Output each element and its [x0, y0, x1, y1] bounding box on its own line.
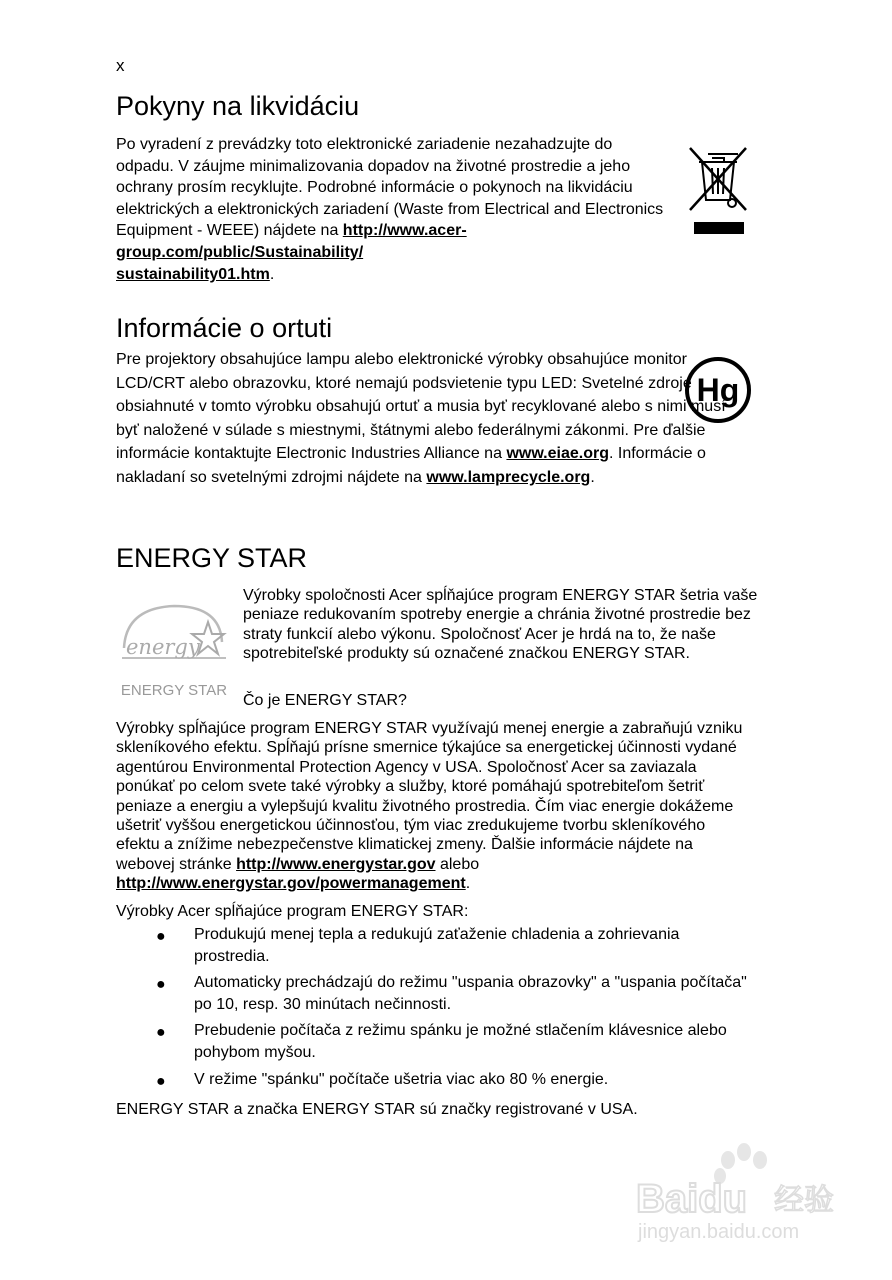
list-item: ● Automaticky prechádzajú do režimu "uspania obrazovky" a "uspania počítača" po 10, resp. 30 minútach nečinnosti.	[156, 974, 747, 1013]
watermark-cn: 经验	[774, 1183, 834, 1218]
watermark-url: jingyan.baidu.com	[638, 1221, 800, 1243]
energy-body: Výrobky spĺňajúce program ENERGY STAR využívajú menej energie a zabraňujú vzniku skleníkového efektu. Spĺňajú prísne smernice týkajúce sa energetickej účinnosti vydané agentúrou Environmental Protection Agency v USA. Spoločnosť Acer sa zaviazala ponúkať po celom svete také výrobky a služby, ktoré pomáhajú spotrebiteľom šetriť peniaze a energiu a vylepšujú kvalitu životného prostredia. Čím viac energie dokážeme ušetriť vyššou energetickou účinnosťou, tým viac zredukujeme tvorbu skleníkového efektu a znížime nebezpečenstve klimatickej zmeny. Ďalšie informácie nájdete na webovej stránke	[116, 720, 743, 873]
mercury-mid: . Informácie o nakladaní so svetelnými zdrojmi nájdete na	[116, 445, 706, 486]
watermark-brand: Baidu	[636, 1177, 748, 1221]
mercury-text	[116, 348, 746, 490]
bullet-icon: ●	[156, 976, 166, 994]
disposal-end: .	[269, 265, 275, 283]
mercury-hg-icon	[684, 356, 752, 424]
powermanagement-link[interactable]: http://www.energystar.gov/powermanagement	[116, 875, 466, 893]
energy-bullet-list	[116, 924, 756, 1095]
disposal-body: Po vyradení z prevádzky toto elektronické zariadenie nezahadzujte do odpadu. V záujme minimalizovania dopadov na životné prostredie a jeho ochrany prosím recyklujte. Podrobné informácie o pokynoch na likvidáciu elektrických a elektronických zariadení (Waste from Electrical and Electronics Equipment - WEEE) nájdete na	[116, 136, 664, 240]
list-item: ● V režime "spánku" počítače ušetria viac ako 80 % energie.	[116, 1069, 756, 1091]
disposal-text	[116, 134, 664, 285]
energy-body-text	[116, 719, 746, 894]
energy-footer: ENERGY STAR a značka ENERGY STAR sú značky registrované v USA.	[116, 1101, 638, 1118]
energystar-link[interactable]: http://www.energystar.gov	[236, 855, 436, 873]
energy-title: ENERGY STAR	[116, 543, 308, 573]
energy-star-logo	[116, 598, 232, 702]
page-number: x	[116, 56, 125, 75]
energy-body-end: .	[465, 875, 471, 893]
weee-link[interactable]: http://www.acer-group.com/public/Sustainability/	[116, 222, 467, 261]
eiae-link[interactable]: www.eiae.org	[506, 445, 609, 463]
bullet-icon: ●	[156, 928, 166, 945]
list-item: ● Produkujú menej tepla a redukujú zaťaženie chladenia a zohrievania prostredia.	[156, 926, 680, 965]
lamprecycle-link[interactable]: www.lamprecycle.org	[426, 468, 591, 486]
energy-list-intro: Výrobky Acer spĺňajúce program ENERGY STAR:	[116, 903, 469, 920]
mercury-body: Pre projektory obsahujúce lampu alebo elektronické výrobky obsahujúce monitor LCD/CRT alebo obrazovku, ktoré nemajú podsvietenie typu LED: Svetelné zdroje obsiahnuté v tomto výrobku obsahujú ortuť a musia byť recyklované alebo s nimi musí byť naložené v súlade s miestnymi, štátnymi alebo federálnymi zákonmi. Pre ďalšie informácie kontaktujte Electronic Industries Alliance na	[116, 351, 726, 463]
mercury-title: Informácie o ortuti	[116, 313, 333, 343]
energy-or: alebo	[439, 855, 480, 873]
weee-link-cont[interactable]: sustainability01.htm	[116, 265, 270, 283]
list-item: ● Prebudenie počítača z režimu spánku je možné stlačením klávesnice alebo pohybom myšou.	[156, 1022, 727, 1061]
mercury-end: .	[590, 468, 595, 486]
energy-script: energy	[126, 635, 200, 659]
energy-star-text: ENERGY STAR	[120, 682, 228, 699]
hg-label: Hg	[696, 372, 740, 408]
baidu-watermark	[636, 1138, 866, 1248]
crossed-bin-icon	[686, 144, 750, 236]
bullet-icon: ●	[156, 1072, 166, 1090]
disposal-title: Pokyny na likvidáciu	[116, 91, 360, 121]
energy-intro: Výrobky spoločnosti Acer spĺňajúce program ENERGY STAR šetria vaše peniaze redukovaním spotreby energie a chránia životné prostredie bez straty funkcií alebo výkonu. Spoločnosť Acer je hrdá na to, že naše spotrebiteľské produkty sú označené značkou ENERGY STAR.	[243, 587, 758, 663]
bullet-icon: ●	[156, 1024, 166, 1042]
energy-question: Čo je ENERGY STAR?	[243, 692, 407, 709]
